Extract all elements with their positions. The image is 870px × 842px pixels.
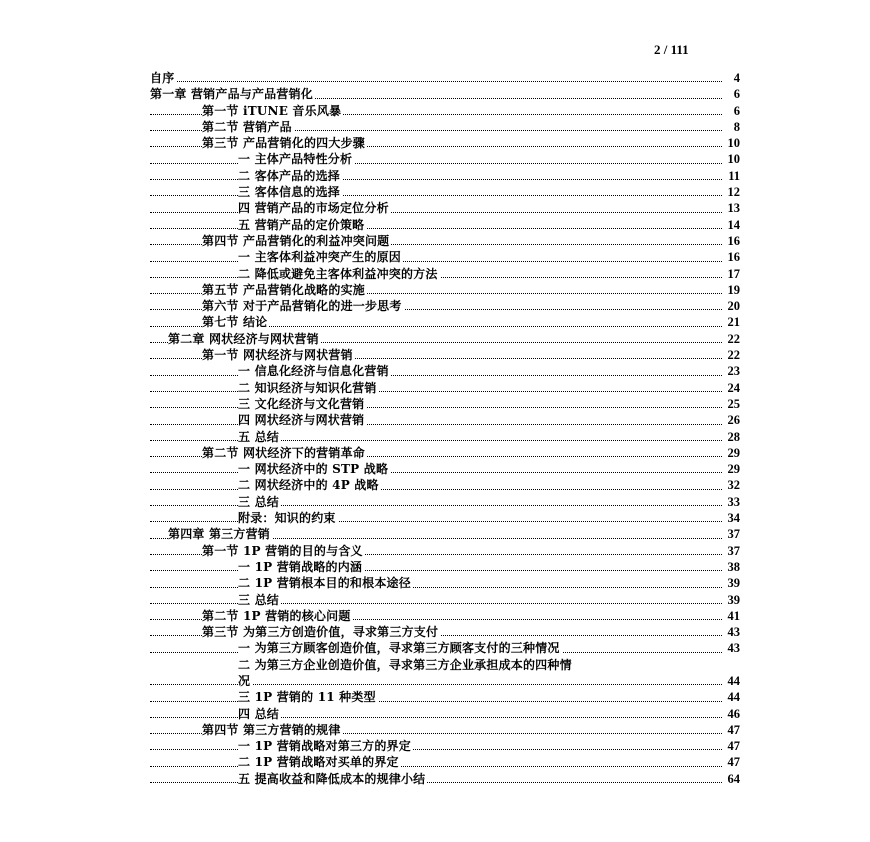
toc-page-number: 17 [727, 266, 740, 281]
toc-page-number: 13 [727, 201, 740, 216]
toc-page-number: 8 [733, 119, 740, 134]
toc-dot-leader [150, 570, 722, 571]
toc-page-number: 6 [733, 103, 740, 118]
toc-entry[interactable] [150, 184, 740, 200]
toc-page-number: 16 [727, 250, 740, 265]
toc-dot-leader [150, 782, 722, 783]
page-number: 2 / 111 [654, 42, 689, 57]
toc-entry-title: 三 总结 [238, 494, 279, 509]
toc-entry-title: 五 营销产品的定价策略 [238, 217, 365, 232]
toc-entry[interactable] [150, 526, 740, 542]
toc-entry[interactable] [150, 543, 740, 559]
toc-entry-title: 一 主客体利益冲突产生的原因 [238, 250, 401, 265]
toc-dot-leader [150, 766, 722, 767]
toc-entry-title: 自序 [150, 71, 175, 85]
toc-entry-title: 一 1P 营销战略对第三方的界定 [238, 739, 411, 754]
toc-entry-title: 第四章 第三方营销 [168, 527, 270, 542]
toc-entry-title: 四 网状经济与网状营销 [238, 413, 365, 428]
toc-entry[interactable] [150, 575, 740, 591]
toc-entry[interactable] [150, 217, 740, 233]
toc-entry[interactable] [150, 151, 740, 167]
toc-dot-leader [150, 81, 722, 82]
toc-page-number: 37 [727, 527, 740, 542]
toc-dot-leader [150, 228, 722, 229]
toc-entry-title: 五 提高收益和降低成本的规律小结 [238, 771, 426, 786]
toc-dot-leader [150, 749, 722, 750]
toc-dot-leader [150, 684, 722, 685]
toc-entry[interactable] [150, 445, 740, 461]
toc-dot-leader [150, 163, 722, 164]
toc-entry-title: 一 为第三方顾客创造价值，寻求第三方顾客支付的三种情况 [238, 641, 560, 656]
toc-entry[interactable] [150, 86, 740, 102]
toc-page-number: 39 [727, 592, 740, 607]
toc-entry-title: 四 营销产品的市场定位分析 [238, 201, 389, 216]
toc-page-number: 44 [727, 673, 740, 688]
toc-page-number: 37 [727, 543, 740, 558]
toc-entry-title: 第二节 营销产品 [202, 119, 292, 134]
toc-entry[interactable] [150, 754, 740, 770]
toc-entry[interactable] [150, 168, 740, 184]
toc-page-number: 38 [727, 559, 740, 574]
toc-page-number: 23 [727, 364, 740, 379]
toc-entry[interactable] [150, 738, 740, 754]
toc-entry[interactable] [150, 249, 740, 265]
table-of-contents [150, 70, 740, 787]
toc-page-number: 14 [727, 217, 740, 232]
toc-entry[interactable] [150, 200, 740, 216]
toc-entry-title: 第一章 营销产品与产品营销化 [150, 87, 313, 102]
toc-entry[interactable] [150, 429, 740, 445]
toc-dot-leader [150, 505, 722, 506]
toc-entry[interactable] [150, 722, 740, 738]
toc-entry-title: 第一节 1P 营销的目的与含义 [202, 543, 363, 558]
toc-page-number: 22 [727, 348, 740, 363]
toc-entry-title: 第三节 产品营销化的四大步骤 [202, 136, 365, 151]
toc-entry[interactable] [150, 70, 740, 86]
toc-entry[interactable] [150, 477, 740, 493]
toc-entry[interactable] [150, 119, 740, 135]
toc-dot-leader [150, 472, 722, 473]
toc-page-number: 29 [727, 462, 740, 477]
toc-entry-title: 三 总结 [238, 592, 279, 607]
toc-page-number: 4 [733, 71, 740, 85]
toc-page-number: 16 [727, 233, 740, 248]
toc-page-number: 19 [727, 282, 740, 297]
toc-page-number: 32 [727, 478, 740, 493]
toc-dot-leader [150, 489, 722, 490]
toc-entry-title: 附录：知识的约束 [238, 511, 336, 526]
toc-entry-title: 一 网状经济中的 STP 战略 [238, 462, 389, 477]
toc-entry-title: 第一节 iTUNE 音乐风暴 [202, 103, 342, 118]
toc-page-number: 39 [727, 576, 740, 591]
toc-page-number: 21 [727, 315, 740, 330]
toc-entry[interactable] [150, 592, 740, 608]
toc-entry[interactable] [150, 233, 740, 249]
toc-dot-leader [150, 587, 722, 588]
toc-dot-leader [150, 195, 722, 196]
toc-entry-title: 三 客体信息的选择 [238, 185, 340, 200]
toc-entry-title: 第二章 网状经济与网状营销 [168, 331, 319, 346]
toc-entry-title: 三 文化经济与文化营销 [238, 396, 365, 411]
toc-entry[interactable] [150, 266, 740, 282]
toc-entry-title: 四 总结 [238, 706, 279, 721]
toc-dot-leader [150, 717, 722, 718]
toc-entry[interactable] [150, 461, 740, 477]
toc-page-number: 10 [727, 136, 740, 151]
toc-entry[interactable] [150, 771, 740, 787]
toc-entry-title: 第二节 1P 营销的核心问题 [202, 608, 351, 623]
toc-entry[interactable] [150, 331, 740, 347]
toc-page-number: 47 [727, 722, 740, 737]
toc-page-number: 22 [727, 331, 740, 346]
toc-entry-title-continued: 况 [238, 673, 251, 688]
toc-entry[interactable] [150, 510, 740, 526]
toc-page-number: 46 [727, 706, 740, 721]
toc-entry[interactable] [150, 657, 740, 690]
toc-dot-leader [150, 391, 722, 392]
toc-page-number: 43 [727, 641, 740, 656]
toc-entry[interactable] [150, 640, 740, 656]
toc-entry-title: 二 降低或避免主客体利益冲突的方法 [238, 266, 438, 281]
toc-entry-title: 第三节 为第三方创造价值，寻求第三方支付 [202, 625, 439, 640]
toc-entry[interactable] [150, 608, 740, 624]
toc-entry[interactable] [150, 706, 740, 722]
toc-entry-title: 一 主体产品特性分析 [238, 152, 353, 167]
toc-page-number: 47 [727, 755, 740, 770]
toc-page-number: 41 [727, 608, 740, 623]
toc-page-number: 34 [727, 511, 740, 526]
toc-page-number: 20 [727, 299, 740, 314]
toc-entry[interactable] [150, 314, 740, 330]
toc-page-number: 24 [727, 380, 740, 395]
toc-entry-title: 第四节 产品营销化的利益冲突问题 [202, 233, 390, 248]
toc-entry[interactable] [150, 494, 740, 510]
toc-dot-leader [150, 407, 722, 408]
toc-entry[interactable] [150, 559, 740, 575]
toc-entry-title: 一 1P 营销战略的内涵 [238, 559, 363, 574]
toc-entry[interactable] [150, 298, 740, 314]
toc-entry-title: 五 总结 [238, 429, 279, 444]
toc-page-number: 47 [727, 739, 740, 754]
toc-entry[interactable] [150, 396, 740, 412]
toc-entry-title: 第七节 结论 [202, 315, 268, 330]
toc-page-number: 28 [727, 429, 740, 444]
toc-page-number: 43 [727, 625, 740, 640]
toc-entry-title: 第一节 网状经济与网状营销 [202, 348, 353, 363]
toc-entry-title: 一 信息化经济与信息化营销 [238, 364, 389, 379]
toc-page-number: 11 [728, 168, 740, 183]
toc-entry[interactable] [150, 363, 740, 379]
toc-dot-leader [150, 521, 722, 522]
toc-entry[interactable] [150, 135, 740, 151]
toc-dot-leader [150, 212, 722, 213]
toc-entry[interactable] [150, 412, 740, 428]
toc-entry-title: 第五节 产品营销化战略的实施 [202, 282, 365, 297]
toc-dot-leader [150, 603, 722, 604]
toc-dot-leader [150, 375, 722, 376]
toc-entry-title: 二 1P 营销根本目的和根本途径 [238, 576, 411, 591]
toc-entry-title: 二 客体产品的选择 [238, 168, 340, 183]
toc-page-number: 29 [727, 445, 740, 460]
toc-dot-leader [150, 440, 722, 441]
toc-page-number: 26 [727, 413, 740, 428]
toc-entry[interactable] [150, 624, 740, 640]
toc-dot-leader [150, 179, 722, 180]
toc-entry-title: 第四节 第三方营销的规律 [202, 722, 341, 737]
toc-entry[interactable] [150, 380, 740, 396]
toc-page-number: 6 [733, 87, 740, 102]
toc-page-number: 10 [727, 152, 740, 167]
toc-page-number: 44 [727, 690, 740, 705]
toc-entry[interactable] [150, 689, 740, 705]
toc-entry-title: 二 为第三方企业创造价值，寻求第三方企业承担成本的四种情 [238, 657, 572, 672]
toc-page-number: 33 [727, 494, 740, 509]
toc-dot-leader [150, 261, 722, 262]
toc-dot-leader [150, 424, 722, 425]
toc-entry-title: 第六节 对于产品营销化的进一步思考 [202, 299, 402, 314]
toc-entry[interactable] [150, 347, 740, 363]
toc-page-number: 25 [727, 396, 740, 411]
toc-entry-title: 二 知识经济与知识化营销 [238, 380, 377, 395]
toc-page-number: 12 [727, 185, 740, 200]
toc-dot-leader [150, 701, 722, 702]
toc-entry-title: 三 1P 营销的 11 种类型 [238, 690, 376, 705]
toc-entry-title: 第二节 网状经济下的营销革命 [202, 445, 365, 460]
toc-entry-title: 二 网状经济中的 4P 战略 [238, 478, 379, 493]
toc-entry-title: 二 1P 营销战略对买单的界定 [238, 755, 399, 770]
toc-page-number: 64 [727, 771, 740, 786]
toc-entry[interactable] [150, 282, 740, 298]
toc-entry[interactable] [150, 103, 740, 119]
